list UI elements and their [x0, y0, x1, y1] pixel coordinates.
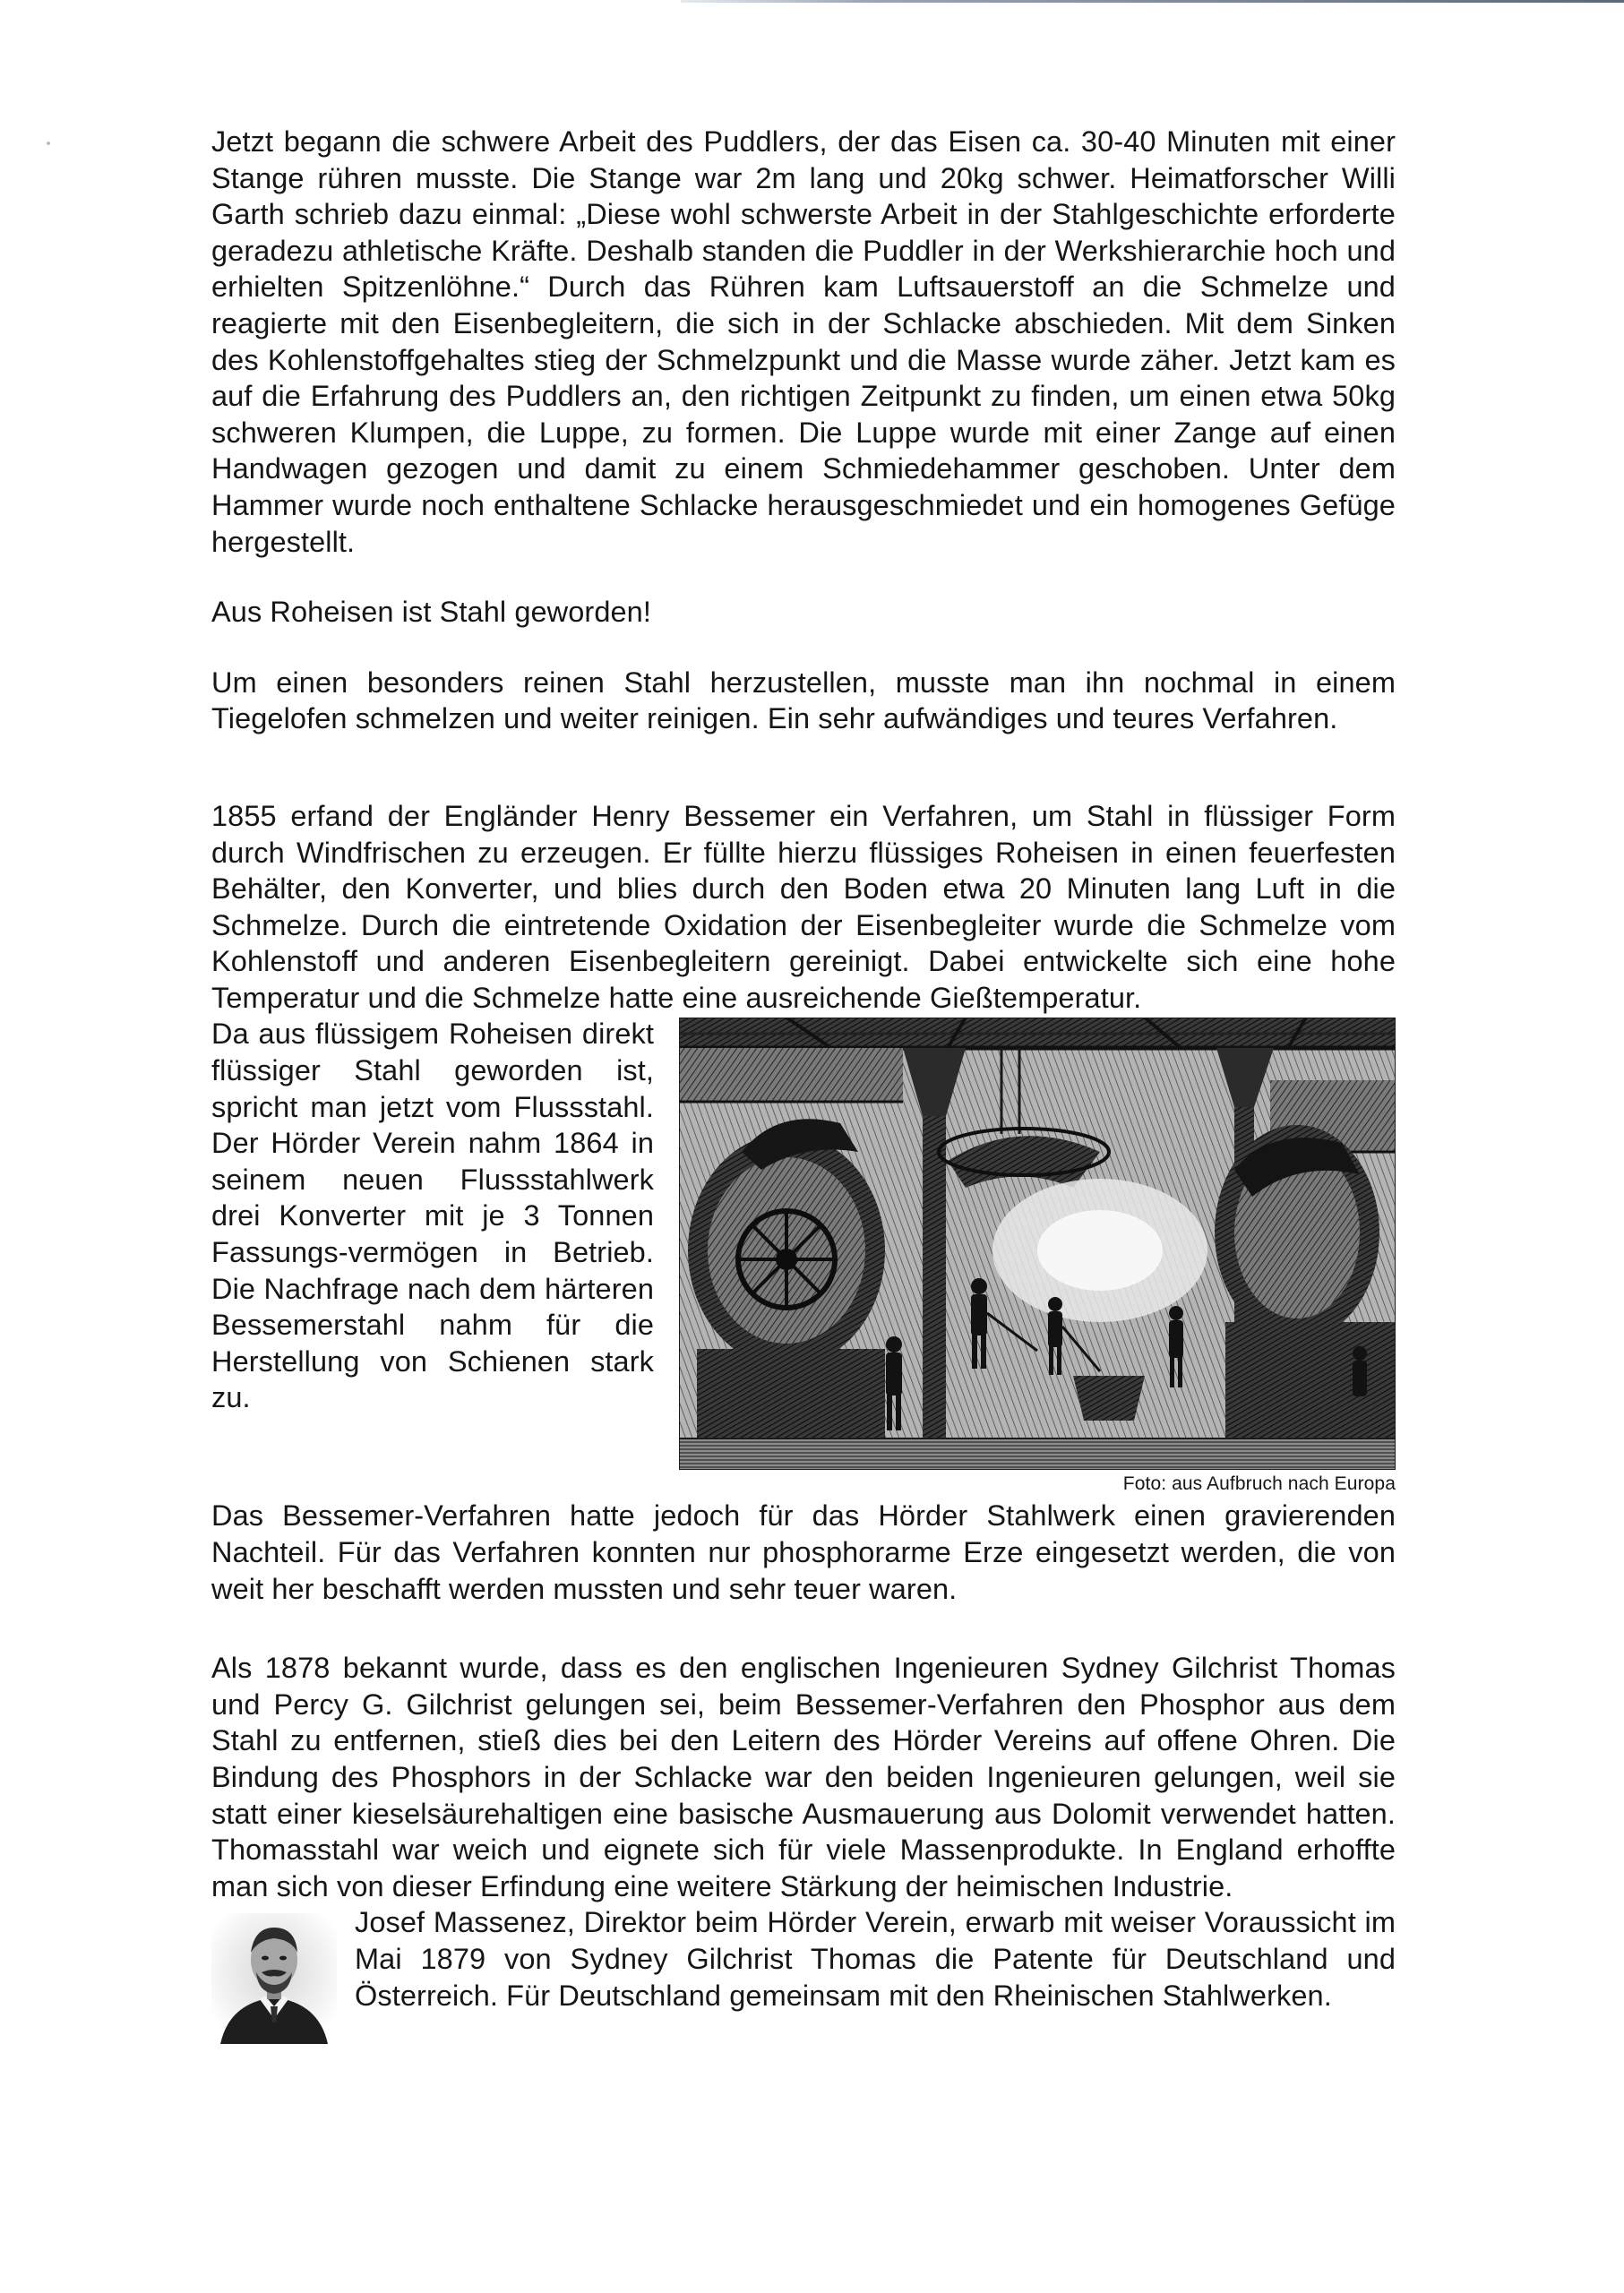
document-body — [211, 124, 1396, 2044]
paragraph-flussstahl: Da aus flüssigem Roheisen direkt flüssiger Stahl geworden ist, spricht man jetzt vom Flussstahl. Der Hörder Verein nahm 1864 in seinem neuen Flussstahlwerk drei Konverter mit je 3 Tonnen Fassungs-vermögen in Betrieb. Die Nachfrage nach dem härteren Bessemerstahl nahm für die Herstellung von Schienen stark zu. — [211, 1018, 654, 1414]
scan-speck — [47, 142, 50, 145]
bessemer-converter-engraving — [679, 1018, 1396, 1470]
scan-edge-line — [681, 0, 1624, 3]
figure-caption: Foto: aus Aufbruch nach Europa — [1122, 1473, 1396, 1495]
paragraph-bessemer-drawback: Das Bessemer-Verfahren hatte jedoch für das Hörder Stahlwerk einen gravierenden Nachteil. Für das Verfahren konnten nur phosphorarme Erze eingesetzt werden, die von weit her beschafft werden mussten und sehr teuer waren. — [211, 1499, 1396, 1605]
paragraph-steel-made: Aus Roheisen ist Stahl geworden! — [211, 596, 651, 629]
bessemer-figure — [679, 1018, 1396, 1496]
paragraph-crucible: Um einen besonders reinen Stahl herzustellen, musste man ihn nochmal in einem Tiegelofen schmelzen und weiter reinigen. Ein sehr aufwändiges und teures Verfahren. — [211, 666, 1396, 735]
paragraph-massenez: Josef Massenez, Direktor beim Hörder Verein, erwarb mit weiser Voraussicht im Mai 1879 von Sydney Gilchrist Thomas die Patente für Deutschland und Österreich. Für Deutschland gemeinsam mit den Rheinischen Stahlwerken. — [355, 1906, 1396, 2012]
paragraph-bessemer: 1855 erfand der Engländer Henry Bessemer ein Verfahren, um Stahl in flüssiger Form durch Windfrischen zu erzeugen. Er füllte hierzu flüssiges Roheisen in einen feuerfesten Behälter, den Konverter, und blies durch den Boden etwa 20 Minuten lang Luft in die Schmelze. Durch die eintretende Oxidation der Eisenbegleiter wurde die Schmelze vom Kohlenstoff und anderen Eisenbegleitern gereinigt. Dabei entwickelte sich eine hohe Temperatur und die Schmelze hatte eine ausreichende Gießtemperatur. — [211, 799, 1396, 1014]
paragraph-puddling: Jetzt begann die schwere Arbeit des Puddlers, der das Eisen ca. 30-40 Minuten mit einer Stange rühren musste. Die Stange war 2m lang und 20kg schwer. Heimatforscher Willi Garth schrieb dazu einmal: „Diese wohl schwerste Arbeit in der Stahlgeschichte erforderte geradezu athletische Kräfte. Deshalb standen die Puddler in der Werkshierarchie hoch und erhielten Spitzenlöhne.“ Durch das Rühren kam Luftsauerstoff an die Schmelze und reagierte mit den Eisenbegleitern, die sich in der Schlacke abschieden. Mit dem Sinken des Kohlenstoffgehaltes stieg der Schmelzpunkt und die Masse wurde zäher. Jetzt kam es auf die Erfahrung des Puddlers an, den richtigen Zeitpunkt zu finden, um einen etwa 50kg schweren Klumpen, die Luppe, zu formen. Die Luppe wurde mit einer Zange auf einen Handwagen gezogen und damit zu einem Schmiedehammer geschoben. Unter dem Hammer wurde noch enthaltene Schlacke herausgeschmiedet und ein homogenes Gefüge hergestellt. — [211, 125, 1396, 558]
massenez-block — [211, 1904, 1396, 2044]
paragraph-thomas-process: Als 1878 bekannt wurde, dass es den englischen Ingenieuren Sydney Gilchrist Thomas und Percy G. Gilchrist gelungen sei, beim Bessemer-Verfahren den Phosphor aus dem Stahl zu entfernen, stieß dies bei den Leitern des Hörder Vereins auf offene Ohren. Die Bindung des Phosphors in der Schlacke war den beiden Ingenieuren gelungen, weil sie statt einer kieselsäurehaltigen eine basische Ausmauerung aus Dolomit verwendet hatten. Thomasstahl war weich und eignete sich für viele Massenprodukte. In England erhoffte man sich von dieser Erfindung eine weitere Stärkung der heimischen Industrie. — [211, 1652, 1396, 1902]
massenez-portrait — [211, 1913, 337, 2044]
